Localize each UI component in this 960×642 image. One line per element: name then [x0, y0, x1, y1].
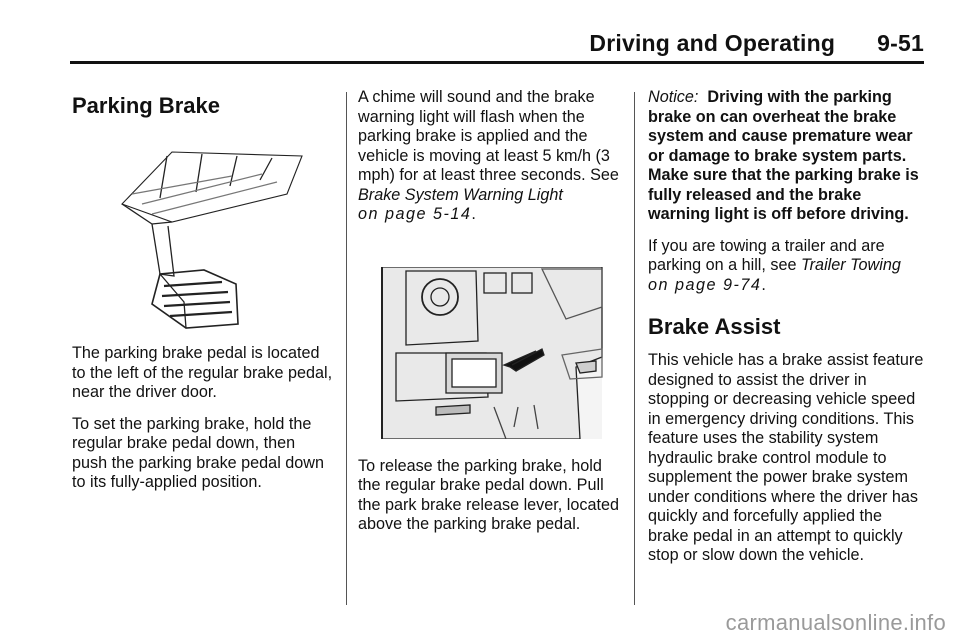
heading-parking-brake: Parking Brake — [72, 93, 220, 118]
brake-release-lever-illustration — [366, 267, 624, 439]
notice-body: Driving with the parking brake on can overheat the brake system and cause premature wear or damage to brake system parts. Make sure that the parking brake is fully released and the brake warning light is off before driving. — [648, 88, 919, 223]
link-trailer-towing[interactable]: Trailer Towing — [800, 256, 901, 274]
parking-brake-pedal-illustration — [112, 134, 312, 330]
towing-end: . — [761, 275, 766, 294]
column-divider-2 — [634, 92, 635, 605]
heading-brake-assist: Brake Assist — [648, 314, 781, 339]
column-3 — [648, 88, 924, 578]
chime-end: . — [471, 205, 476, 223]
paragraph-release-brake: To release the parking brake, hold the regular brake pedal down. Pull the park brake release lever, located above the parking brake pedal. — [358, 456, 619, 533]
chime-text: A chime will sound and the brake warning light will flash when the parking brake is applied and the vehicle is moving at least 5 km/h (3 mph) for at least three seconds. See — [358, 88, 619, 184]
towing-text: If you are towing a trailer and are parking on a hill, see — [648, 236, 885, 274]
paragraph-set-brake: To set the parking brake, hold the regular brake pedal down, then push the parking brake pedal down to its fully-applied position. — [72, 414, 324, 491]
paragraph-brake-assist: This vehicle has a brake assist feature designed to assist the driver in stopping or decreasing vehicle speed in emergency driving conditions. This feature uses the stability system hydraulic brake control module to supplement the power brake system under conditions where the driver has quickly and forcefully applied the brake pedal in an attempt to quickly stop or slow down the vehicle. — [648, 351, 924, 564]
paragraph-towing — [648, 237, 924, 296]
watermark: carmanualsonline.info — [725, 610, 946, 635]
link-page-9-74[interactable]: on page 9-74 — [648, 275, 762, 294]
link-brake-warning-light[interactable]: Brake System Warning Light — [358, 185, 563, 204]
paragraph-pedal-location: The parking brake pedal is located to the left of the regular brake pedal, near the driver door. — [72, 344, 333, 401]
page-header — [589, 30, 924, 57]
notice-block — [648, 88, 924, 225]
column-divider-1 — [346, 92, 347, 605]
paragraph-chime — [358, 88, 626, 225]
page-number: 9-51 — [877, 30, 924, 56]
column-1 — [72, 88, 334, 505]
link-page-5-14[interactable]: on page 5-14 — [358, 205, 472, 223]
header-rule — [70, 61, 924, 64]
notice-label: Notice: — [648, 88, 699, 106]
column-2 — [358, 88, 626, 547]
section-title: Driving and Operating — [589, 30, 836, 56]
